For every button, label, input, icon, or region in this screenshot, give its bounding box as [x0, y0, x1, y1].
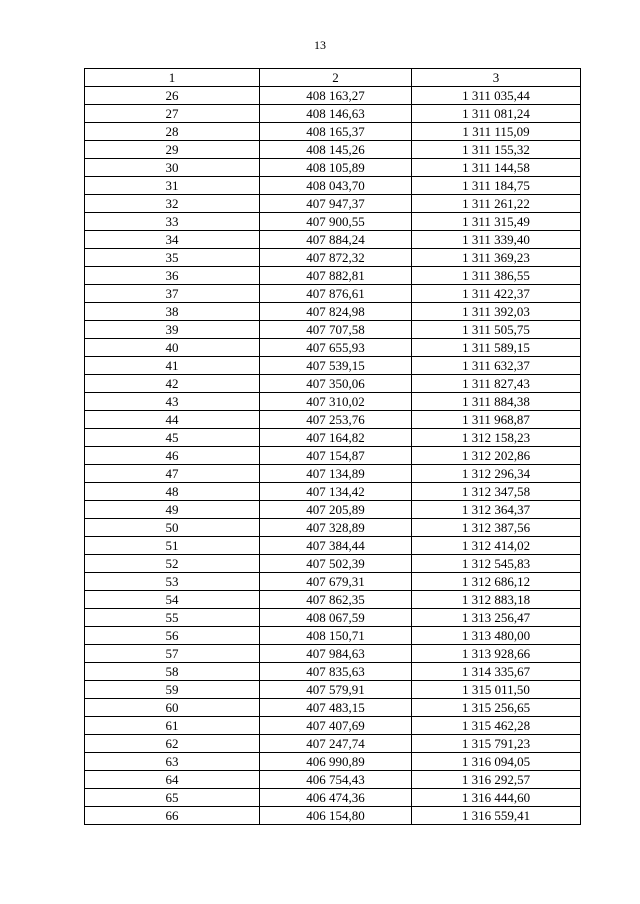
x-coordinate-cell: 407 862,35: [260, 591, 412, 609]
x-coordinate-cell: 407 134,42: [260, 483, 412, 501]
point-number-cell: 41: [85, 357, 260, 375]
point-number-cell: 66: [85, 807, 260, 825]
y-coordinate-cell: 1 316 444,60: [412, 789, 581, 807]
y-coordinate-cell: 1 311 632,37: [412, 357, 581, 375]
x-coordinate-cell: 407 539,15: [260, 357, 412, 375]
point-number-cell: 36: [85, 267, 260, 285]
y-coordinate-cell: 1 311 392,03: [412, 303, 581, 321]
x-coordinate-cell: 407 483,15: [260, 699, 412, 717]
x-coordinate-cell: 408 145,26: [260, 141, 412, 159]
point-number-cell: 27: [85, 105, 260, 123]
x-coordinate-cell: 407 384,44: [260, 537, 412, 555]
table-row: [85, 573, 581, 591]
y-coordinate-cell: 1 315 462,28: [412, 717, 581, 735]
table-body: [85, 87, 581, 825]
x-coordinate-cell: 407 872,32: [260, 249, 412, 267]
x-coordinate-cell: 406 754,43: [260, 771, 412, 789]
table-row: [85, 411, 581, 429]
point-number-cell: 44: [85, 411, 260, 429]
y-coordinate-cell: 1 312 883,18: [412, 591, 581, 609]
point-number-cell: 30: [85, 159, 260, 177]
y-coordinate-cell: 1 311 315,49: [412, 213, 581, 231]
x-coordinate-cell: 407 884,24: [260, 231, 412, 249]
table-row: [85, 735, 581, 753]
x-coordinate-cell: 408 163,27: [260, 87, 412, 105]
table-row: [85, 627, 581, 645]
table-row: [85, 159, 581, 177]
y-coordinate-cell: 1 312 414,02: [412, 537, 581, 555]
point-number-cell: 51: [85, 537, 260, 555]
table-row: [85, 285, 581, 303]
point-number-cell: 54: [85, 591, 260, 609]
table-row: [85, 753, 581, 771]
point-number-cell: 37: [85, 285, 260, 303]
x-coordinate-cell: 407 900,55: [260, 213, 412, 231]
y-coordinate-cell: 1 312 364,37: [412, 501, 581, 519]
point-number-cell: 46: [85, 447, 260, 465]
y-coordinate-cell: 1 311 589,15: [412, 339, 581, 357]
table-row: [85, 303, 581, 321]
y-coordinate-cell: 1 312 296,34: [412, 465, 581, 483]
table-row: [85, 771, 581, 789]
table-row: [85, 663, 581, 681]
x-coordinate-cell: 408 146,63: [260, 105, 412, 123]
x-coordinate-cell: 406 154,80: [260, 807, 412, 825]
y-coordinate-cell: 1 311 884,38: [412, 393, 581, 411]
point-number-cell: 26: [85, 87, 260, 105]
x-coordinate-cell: 407 824,98: [260, 303, 412, 321]
point-number-cell: 52: [85, 555, 260, 573]
y-coordinate-cell: 1 311 505,75: [412, 321, 581, 339]
coordinates-table: [84, 68, 581, 825]
point-number-cell: 31: [85, 177, 260, 195]
table-row: [85, 213, 581, 231]
table-row: [85, 519, 581, 537]
y-coordinate-cell: 1 311 081,24: [412, 105, 581, 123]
x-coordinate-cell: 407 407,69: [260, 717, 412, 735]
table-row: [85, 87, 581, 105]
x-coordinate-cell: 407 947,37: [260, 195, 412, 213]
point-number-cell: 33: [85, 213, 260, 231]
x-coordinate-cell: 408 043,70: [260, 177, 412, 195]
x-coordinate-cell: 407 154,87: [260, 447, 412, 465]
y-coordinate-cell: 1 314 335,67: [412, 663, 581, 681]
point-number-cell: 53: [85, 573, 260, 591]
table-row: [85, 447, 581, 465]
table-row: [85, 609, 581, 627]
column-header-2: 2: [260, 69, 412, 87]
x-coordinate-cell: 407 876,61: [260, 285, 412, 303]
table-row: [85, 177, 581, 195]
point-number-cell: 43: [85, 393, 260, 411]
y-coordinate-cell: 1 313 256,47: [412, 609, 581, 627]
x-coordinate-cell: 407 502,39: [260, 555, 412, 573]
table-row: [85, 339, 581, 357]
y-coordinate-cell: 1 312 202,86: [412, 447, 581, 465]
table-row: [85, 105, 581, 123]
point-number-cell: 59: [85, 681, 260, 699]
point-number-cell: 50: [85, 519, 260, 537]
x-coordinate-cell: 407 134,89: [260, 465, 412, 483]
y-coordinate-cell: 1 311 339,40: [412, 231, 581, 249]
y-coordinate-cell: 1 315 011,50: [412, 681, 581, 699]
x-coordinate-cell: 408 150,71: [260, 627, 412, 645]
table-row: [85, 195, 581, 213]
y-coordinate-cell: 1 312 545,83: [412, 555, 581, 573]
table-row: [85, 591, 581, 609]
point-number-cell: 55: [85, 609, 260, 627]
x-coordinate-cell: 407 679,31: [260, 573, 412, 591]
x-coordinate-cell: 406 474,36: [260, 789, 412, 807]
point-number-cell: 62: [85, 735, 260, 753]
y-coordinate-cell: 1 312 158,23: [412, 429, 581, 447]
table-row: [85, 123, 581, 141]
page-number: 13: [314, 38, 326, 52]
y-coordinate-cell: 1 316 094,05: [412, 753, 581, 771]
table-row: [85, 357, 581, 375]
point-number-cell: 48: [85, 483, 260, 501]
table-row: [85, 375, 581, 393]
x-coordinate-cell: 407 350,06: [260, 375, 412, 393]
y-coordinate-cell: 1 311 968,87: [412, 411, 581, 429]
point-number-cell: 32: [85, 195, 260, 213]
y-coordinate-cell: 1 311 369,23: [412, 249, 581, 267]
point-number-cell: 47: [85, 465, 260, 483]
point-number-cell: 38: [85, 303, 260, 321]
x-coordinate-cell: 407 205,89: [260, 501, 412, 519]
y-coordinate-cell: 1 311 261,22: [412, 195, 581, 213]
table-row: [85, 321, 581, 339]
y-coordinate-cell: 1 311 827,43: [412, 375, 581, 393]
point-number-cell: 60: [85, 699, 260, 717]
x-coordinate-cell: 407 835,63: [260, 663, 412, 681]
point-number-cell: 45: [85, 429, 260, 447]
x-coordinate-cell: 407 328,89: [260, 519, 412, 537]
y-coordinate-cell: 1 311 144,58: [412, 159, 581, 177]
x-coordinate-cell: 407 253,76: [260, 411, 412, 429]
point-number-cell: 35: [85, 249, 260, 267]
point-number-cell: 34: [85, 231, 260, 249]
table-row: [85, 393, 581, 411]
table-row: [85, 807, 581, 825]
y-coordinate-cell: 1 311 422,37: [412, 285, 581, 303]
table-row: [85, 231, 581, 249]
point-number-cell: 63: [85, 753, 260, 771]
y-coordinate-cell: 1 315 256,65: [412, 699, 581, 717]
point-number-cell: 61: [85, 717, 260, 735]
y-coordinate-cell: 1 316 559,41: [412, 807, 581, 825]
point-number-cell: 28: [85, 123, 260, 141]
point-number-cell: 57: [85, 645, 260, 663]
point-number-cell: 56: [85, 627, 260, 645]
x-coordinate-cell: 407 984,63: [260, 645, 412, 663]
y-coordinate-cell: 1 311 115,09: [412, 123, 581, 141]
column-header-3: 3: [412, 69, 581, 87]
table-row: [85, 645, 581, 663]
table-row: [85, 465, 581, 483]
point-number-cell: 64: [85, 771, 260, 789]
y-coordinate-cell: 1 311 386,55: [412, 267, 581, 285]
table-row: [85, 717, 581, 735]
point-number-cell: 29: [85, 141, 260, 159]
y-coordinate-cell: 1 311 184,75: [412, 177, 581, 195]
x-coordinate-cell: 407 310,02: [260, 393, 412, 411]
y-coordinate-cell: 1 313 928,66: [412, 645, 581, 663]
table-row: [85, 555, 581, 573]
table-row: [85, 789, 581, 807]
x-coordinate-cell: 406 990,89: [260, 753, 412, 771]
x-coordinate-cell: 407 579,91: [260, 681, 412, 699]
y-coordinate-cell: 1 316 292,57: [412, 771, 581, 789]
x-coordinate-cell: 407 882,81: [260, 267, 412, 285]
point-number-cell: 39: [85, 321, 260, 339]
x-coordinate-cell: 407 655,93: [260, 339, 412, 357]
point-number-cell: 65: [85, 789, 260, 807]
x-coordinate-cell: 407 247,74: [260, 735, 412, 753]
table-row: [85, 429, 581, 447]
point-number-cell: 49: [85, 501, 260, 519]
table-row: [85, 699, 581, 717]
x-coordinate-cell: 408 165,37: [260, 123, 412, 141]
point-number-cell: 42: [85, 375, 260, 393]
y-coordinate-cell: 1 312 387,56: [412, 519, 581, 537]
y-coordinate-cell: 1 315 791,23: [412, 735, 581, 753]
table-row: [85, 141, 581, 159]
y-coordinate-cell: 1 312 347,58: [412, 483, 581, 501]
x-coordinate-cell: 407 707,58: [260, 321, 412, 339]
point-number-cell: 58: [85, 663, 260, 681]
x-coordinate-cell: 408 105,89: [260, 159, 412, 177]
table-row: [85, 249, 581, 267]
header-row: [85, 69, 581, 87]
y-coordinate-cell: 1 312 686,12: [412, 573, 581, 591]
table-row: [85, 537, 581, 555]
table-row: [85, 501, 581, 519]
table-row: [85, 483, 581, 501]
table-row: [85, 267, 581, 285]
x-coordinate-cell: 408 067,59: [260, 609, 412, 627]
y-coordinate-cell: 1 313 480,00: [412, 627, 581, 645]
point-number-cell: 40: [85, 339, 260, 357]
table-row: [85, 681, 581, 699]
y-coordinate-cell: 1 311 155,32: [412, 141, 581, 159]
column-header-1: 1: [85, 69, 260, 87]
x-coordinate-cell: 407 164,82: [260, 429, 412, 447]
y-coordinate-cell: 1 311 035,44: [412, 87, 581, 105]
